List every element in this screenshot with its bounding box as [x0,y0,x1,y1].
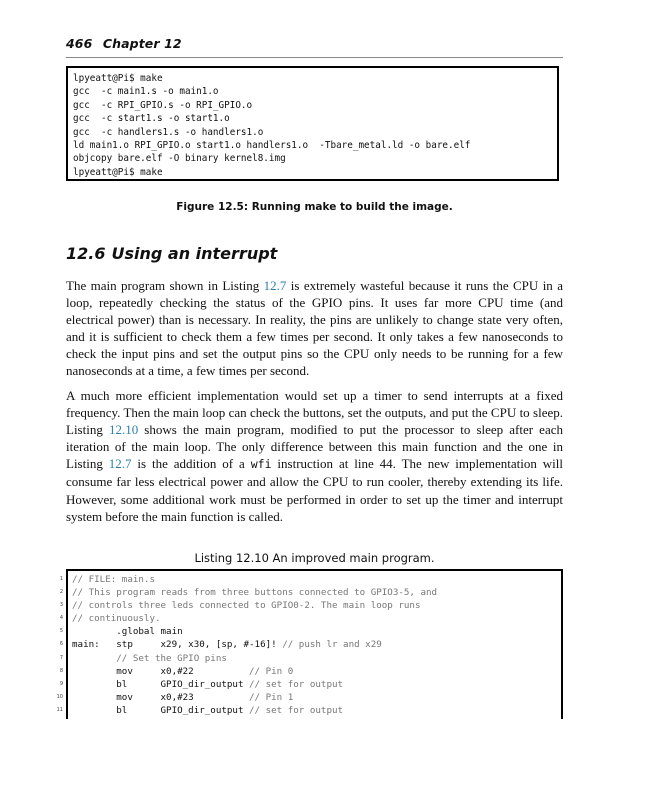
code-comment: // set for output [249,704,344,716]
code-line [72,665,437,678]
code-comment: // Pin 0 [249,665,294,677]
listing-ref-link[interactable]: 12.7 [263,278,287,293]
inline-code: wfi [250,457,272,472]
code-text: .global main [72,626,183,638]
line-number: 11 [56,706,63,713]
para-text: is the addition of a [131,456,251,472]
header-rule [66,57,563,58]
figure-caption: Figure 12.5: Running make to build the image. [176,201,453,213]
line-number: 3 [59,602,63,609]
terminal-line: gcc -c main1.s -o main1.o [73,86,219,98]
code-text [72,653,116,664]
code-comment: // FILE: main.s [72,574,155,585]
section-number: 12.6 [66,244,106,263]
listing-caption: Listing 12.10 An improved main program. [194,551,435,565]
line-number: 9 [59,680,63,687]
terminal-line: gcc -c handlers1.s -o handlers1.o [73,126,264,138]
chapter-label: Chapter 12 [102,36,182,51]
listing-ref-link[interactable]: 12.10 [108,422,139,438]
section-title: Using an interrupt [111,244,278,263]
line-number: 8 [59,667,63,674]
page-number: 466 [66,36,93,51]
para-text: The main program shown in Listing [66,278,264,293]
code-text: mov x0,#23 [72,691,250,703]
terminal-line: lpyeatt@Pi$ make [73,73,163,84]
code-listing-box [66,569,563,719]
line-number: 4 [59,615,63,622]
para-text: is extremely wasteful because it runs the CPU in a loop, repeatedly checking the status of the GPIO pins. It uses far more CPU time (and electrical power) than is necessary. In reality, the pins are unlikely to change state very often, and it is sufficient to check them a few times per second. It only takes a few nanoseconds to check the input pins and set the output pins so the CPU only needs to be running for a few nanoseconds at a time, a few times per second. [66,278,563,379]
code-comment: // Set the GPIO pins [116,652,227,664]
code-line [72,652,437,665]
para-text: shows the main program, modified to put the processor to sleep after each iteration of the main loop. The only difference between this main function and the one in Listing [66,422,563,472]
running-header [66,36,563,51]
listing-ref-link[interactable]: 12.7 [108,456,132,472]
code-line [72,678,437,691]
terminal-line: gcc -c RPI_GPIO.s -o RPI_GPIO.o [73,99,253,111]
line-number: 7 [59,654,63,661]
code-comment: // push lr and x29 [282,639,382,651]
code-comment: // This program reads from three buttons connected to GPIO3-5, and [72,587,438,599]
code-text: bl GPIO_dir_output [72,678,250,690]
code-comment: // controls three leds connected to GPIO0-2. The main loop runs [72,600,421,612]
code-line [72,638,437,651]
code-comment: // Pin 1 [249,691,294,703]
terminal-line: ld main1.o RPI_GPIO.o start1.o handlers1.o -Tbare_metal.ld -o bare.elf [73,139,471,151]
para-text: instruction at line 44. The new implementation will consume far less electrical power and allow the CPU to run cooler, thereby extending its life. However, some additional work must be performed in order to set up the timer and interrupt system before the main function is called. [66,456,563,524]
code-line [72,691,437,704]
code-text: main: stp x29, x30, [sp, #-16]! [72,639,283,651]
code-line [72,612,437,625]
paragraph-2 [66,387,563,525]
code-line [72,704,437,717]
code-line [72,586,437,599]
line-number: 6 [59,641,63,648]
terminal-line: objcopy bare.elf -O binary kernel8.img [73,153,286,165]
line-number: 1 [59,576,63,582]
code-line [72,625,437,638]
para-text: A much more efficient implementation would set up a timer to send interrupts at a fixed frequency. Then the main loop can check the buttons, set the outputs, and put the CPU to sleep. Listing [66,388,563,438]
terminal-line: lpyeatt@Pi$ make [73,166,163,178]
code-text: mov x0,#22 [72,665,250,677]
code-comment: // set for output [249,678,344,690]
paragraph-1 [66,277,563,380]
line-number: 10 [56,693,63,700]
terminal-line: gcc -c start1.s -o start1.o [73,113,230,125]
code-comment: // continuously. [72,613,161,625]
code-text: bl GPIO_dir_output [72,704,250,716]
line-number-gutter [53,573,63,717]
line-number: 2 [59,589,63,596]
line-number: 5 [59,628,63,635]
code-line [72,573,437,586]
code-line [72,599,437,612]
terminal-output-box [66,66,559,181]
section-heading [66,244,277,263]
code-lines [72,573,437,717]
